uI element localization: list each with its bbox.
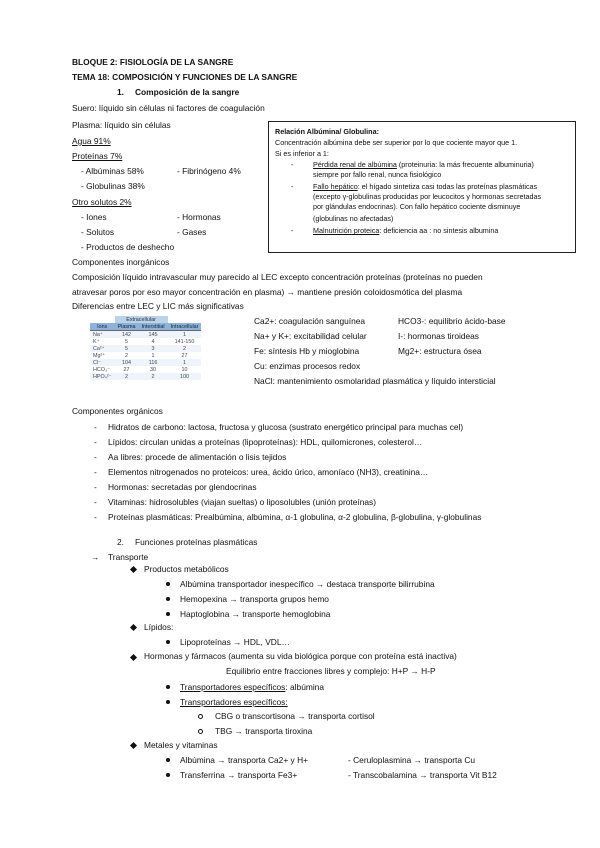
ion-na: Na+ y K+: excitabilidad celular (254, 331, 367, 341)
ion-table-row (90, 338, 201, 345)
ion-table-group: Extracellular (115, 316, 168, 323)
hormonas-farmacos: Hormonas y fármacos (aumenta su vida biológica porque con proteína está inactiva) (144, 651, 457, 661)
productos-heading: Productos metabólicos (144, 564, 229, 574)
hormonas-line: - Hormonas (177, 212, 221, 222)
ion-cell: 142 (115, 331, 139, 339)
ion-cell: HCO₃⁻ (93, 366, 111, 373)
ion-cell: 27 (181, 352, 188, 359)
arrow-icon: → (91, 552, 100, 562)
ion-cell: 10 (181, 366, 188, 373)
section2-title: Funciones proteínas plasmáticas (135, 537, 258, 547)
ion-table-row (90, 345, 201, 352)
agua-line: Agua 91% (72, 136, 111, 146)
ion-cu: Cu: enzimas procesos redox (254, 361, 361, 371)
ion-cell: 3 (139, 345, 168, 352)
ion-table-row (90, 359, 201, 366)
box-item1-bullet: - (291, 160, 294, 169)
ion-cell: 27 (123, 366, 130, 373)
box-item1 (313, 160, 534, 169)
ion-cell: 2 (125, 352, 129, 359)
inorganic-comp2: atravesar poros por eso mayor concentración en plasma) → mantiene presión coloidosmótica del plasma (72, 287, 463, 297)
transportadores-1-term: Transportadores específicos (180, 682, 286, 692)
albumina-transport: Albúmina transportador inespecífico → destaca transporte bilirrubina (180, 579, 435, 589)
organic-item: - Proteínas plasmáticas: Prealbúmina, albúmina, α-1 globulina, α-2 globulina, β-globulina, γ-globulinas (108, 512, 481, 523)
ion-cell: 1 (151, 352, 155, 359)
circle-bullet-icon (198, 714, 203, 719)
ion-cell: 2 (115, 373, 139, 380)
diamond-bullet-icon (130, 566, 137, 573)
section1-title: Composición de la sangre (135, 87, 240, 97)
bloque-title: BLOQUE 2: FISIOLOGÍA DE LA SANGRE (72, 57, 234, 67)
ion-mg: Mg2+: estructura ósea (398, 346, 482, 356)
organic-item: - Elementos nitrogenados no proteicos: urea, ácido úrico, amoníaco (NH3), creatinina… (108, 467, 428, 478)
box-item2-text: : el hígado sintetiza casi todas las proteínas plasmáticas (357, 182, 538, 191)
ion-table-header: Interstitial (139, 323, 168, 331)
ion-cell: 100 (168, 373, 202, 380)
box-item2-cont1: (excepto γ-globulinas producidas por leucocitos y hormonas secretadas (313, 192, 542, 201)
ion-table-row (90, 331, 201, 339)
box-item1-cont: siempre por fallo renal, nunca fisiológico (313, 170, 442, 179)
box-item2-bullet: - (291, 182, 294, 191)
organic-item: - Hormonas: secretadas por glendocrinas (108, 482, 257, 493)
albumin-globulin-box (268, 121, 576, 253)
solutos-line: - Solutos (81, 227, 115, 237)
ion-cell: HPO₄²⁻ (90, 373, 115, 380)
lipoproteinas: Lipoproteínas → HDL, VDL… (180, 637, 290, 647)
cbg-line: CBG o transcortisona → transporta cortisol (215, 711, 375, 721)
ion-table-row (90, 373, 201, 380)
box-item2-term: Fallo hepático (313, 182, 358, 191)
ion-cell: 116 (139, 359, 168, 366)
iones-line: - Iones (81, 212, 107, 222)
otros-solutos-line: Otro solutos 2% (72, 197, 132, 207)
ion-table-header: Ions (90, 323, 115, 331)
transportadores-2: Transportadores específicos: (180, 697, 288, 707)
inorganic-diff: Diferencias entre LEC y LIC más significativas (72, 301, 244, 311)
section2-number: 2. (117, 537, 124, 547)
bullet-icon (166, 685, 170, 689)
ion-ca: Ca2+: coagulación sanguínea (254, 316, 366, 326)
box-line1: Concentración albúmina debe ser superior por lo que cociente mayor que 1. (275, 138, 518, 147)
inorganic-title: Componentes inorgánicos (72, 257, 170, 267)
ion-fe: Fe: síntesis Hb y mioglobina (254, 346, 360, 356)
diamond-bullet-icon (130, 654, 137, 661)
ion-cell: 145 (139, 331, 168, 339)
ion-cell: 30 (150, 366, 157, 373)
bullet-icon (166, 758, 170, 762)
organic-item: - Aa libres: procede de alimentación o lisis tejidos (108, 452, 286, 463)
ion-cell: K⁺ (93, 338, 100, 345)
transportadores-1 (180, 682, 324, 693)
proteinas-line: Proteínas 7% (72, 151, 123, 161)
box-item1-term: Pérdida renal de albúmina (313, 160, 397, 169)
deshecho-line: - Productos de deshecho (81, 242, 175, 252)
transcobalamina: - Transcobalamina → transporta Vit B12 (348, 770, 497, 780)
ion-cell: Cl⁻ (90, 359, 115, 366)
bullet-icon (166, 597, 170, 601)
bullet-icon (166, 612, 170, 616)
ion-cell: 4 (151, 338, 155, 345)
haptoglobina: Haptoglobina → transporte hemoglobina (180, 609, 331, 619)
ion-table-header: Intracellular (168, 323, 202, 331)
plasma-line: Plasma: líquido sin células (72, 120, 171, 130)
box-item1-text: (proteinuria: la más frecuente albuminuria) (396, 160, 534, 169)
organic-item: - Vitaminas: hidrosolubles (viajan sueltas) o liposolubles (unión proteínas) (108, 497, 376, 508)
albumina-ca: Albúmina → transporta Ca2+ y H+ (180, 755, 309, 765)
box-item3 (313, 226, 498, 235)
ion-cell: Na⁺ (90, 331, 115, 339)
transporte-heading: Transporte (108, 552, 149, 562)
circle-bullet-icon (198, 729, 203, 734)
albuminas-line: - Albúminas 58% (81, 166, 144, 176)
tema-title: TEMA 18: COMPOSICIÓN Y FUNCIONES DE LA SANGRE (72, 72, 298, 82)
bullet-icon (166, 700, 170, 704)
ion-cell: 104 (115, 359, 139, 366)
ion-table-header: Plasma (115, 323, 139, 331)
ion-table (90, 316, 201, 380)
ion-table-row (90, 366, 201, 373)
box-title: Relación Albúmina/ Globulina: (275, 127, 379, 136)
box-line2: Si es inferior a 1: (275, 149, 329, 158)
bullet-icon (166, 582, 170, 586)
ion-cell: Ca²⁺ (90, 345, 115, 352)
box-item2 (313, 182, 537, 191)
ion-cell: 2 (168, 345, 202, 352)
organic-item: - Hidratos de carbono: lactosa, fructosa y glucosa (sustrato energético principal para muchas cel) (108, 422, 463, 433)
bullet-icon (166, 640, 170, 644)
ion-hco3: HCO3-: equilibrio ácido-base (398, 316, 506, 326)
suero-line: Suero: líquido sin células ni factores de coagulación (72, 103, 265, 113)
box-item2-cont2: por glándulas endocrinas). Con fallo hepático cociente disminuye (313, 202, 521, 211)
lipidos-heading: Lípidos: (144, 622, 174, 632)
ion-cell: 2 (139, 373, 168, 380)
bullet-icon (166, 773, 170, 777)
inorganic-comp1: Composición líquido intravascular muy parecido al LEC excepto concentración proteínas (proteínas no pueden (72, 272, 483, 282)
metales-heading: Metales y vitaminas (144, 740, 218, 750)
ion-cell: 1 (168, 359, 202, 366)
globulinas-line: - Globulinas 38% (81, 181, 145, 191)
ion-cell: 141-150 (174, 338, 195, 345)
ion-cell: Mg²⁺ (93, 352, 106, 359)
transportadores-1-text: : albúmina (285, 682, 324, 692)
section1-number: 1. (117, 87, 124, 97)
box-item3-text: : deficiencia aa : no sintesis albumina (379, 226, 499, 235)
ion-nacl: NaCl: mantenimiento osmolaridad plasmática y líquido intersticial (254, 376, 496, 386)
gases-line: - Gases (177, 227, 207, 237)
transferrina: Transferrina → transporta Fe3+ (180, 770, 298, 780)
box-item3-term: Malnutrición proteica (313, 226, 380, 235)
box-item2-cont3: (globulinas no afectadas) (313, 214, 394, 223)
organic-item: - Lípidos: circulan unidas a proteínas (lipoproteínas): HDL, quilomicrones, colesterol… (108, 437, 422, 448)
diamond-bullet-icon (130, 742, 137, 749)
equilibrio-line: Equilibrio entre fracciones libres y complejo: H+P → H-P (226, 666, 436, 676)
ion-cell: 5 (125, 338, 129, 345)
box-item3-bullet: - (291, 226, 294, 235)
ion-i: I-: hormonas tiroideas (398, 331, 479, 341)
ion-table-row (90, 352, 201, 359)
tbg-line: TBG → transporta tiroxina (215, 726, 313, 736)
diamond-bullet-icon (130, 624, 137, 631)
hemopexina: Hemopexina → transporta grupos hemo (180, 594, 329, 604)
fibrinogeno-line: - Fibrinógeno 4% (177, 166, 241, 176)
ion-cell: 5 (115, 345, 139, 352)
ceruloplasmina: - Ceruloplasmina → transporta Cu (348, 755, 476, 765)
ion-cell: 1 (168, 331, 202, 339)
organic-title: Componentes orgánicos (72, 406, 163, 416)
